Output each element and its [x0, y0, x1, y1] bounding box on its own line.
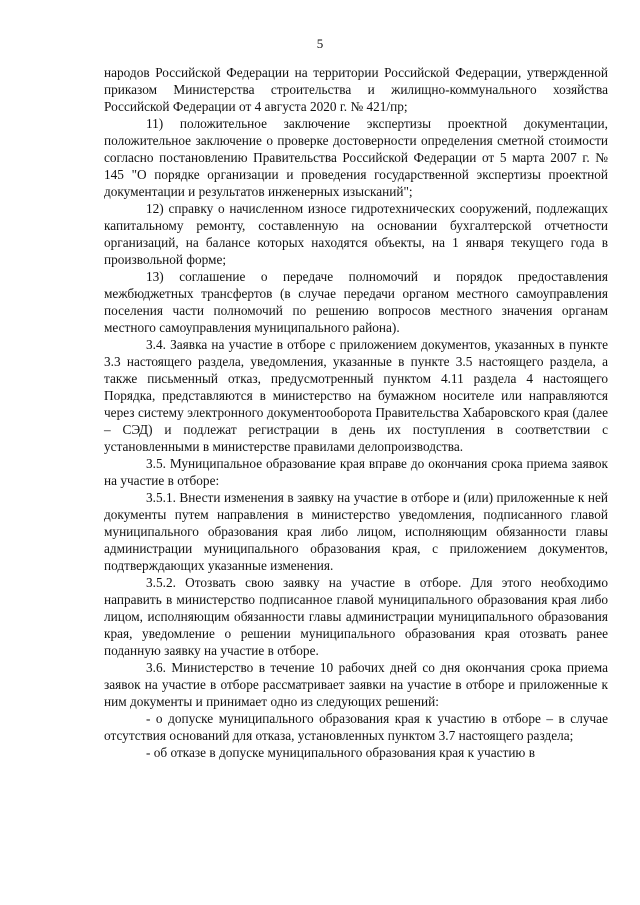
paragraph-3-4: 3.4. Заявка на участие в отборе с приложением документов, указанных в пункте 3.3 настоящего раздела, уведомления, указанные в пункте 3.5 настоящего раздела, а также письменный отказ, предусмотренный пунктом 4.11 раздела 4 настоящего Порядка, представляются в министерство на бумажном носителе или направляются через систему электронного документооборота Правительства Хабаровского края (далее – СЭД) и подлежат регистрации в день их поступления в соответствии с установленными в министерстве правилами делопроизводства.	[104, 337, 608, 454]
paragraph-3-5-2: 3.5.2. Отозвать свою заявку на участие в отборе. Для этого необходимо направить в министерство подписанное главой муниципального образования края либо лицом, исполняющим обязанности главы администрации муниципального образования края, уведомление о решении муниципального образования края отозвать ранее поданную заявку на участие в отборе.	[104, 575, 608, 658]
dash-item-admission: - о допуске муниципального образования края к участию в отборе – в случае отсутствия оснований для отказа, установленных пунктом 3.7 настоящего раздела;	[104, 711, 608, 743]
dash-item-refusal: - об отказе в допуске муниципального образования края к участию в	[146, 745, 535, 760]
paragraph-3-5-1: 3.5.1. Внести изменения в заявку на участие в отборе и (или) приложенные к ней документы путем направления в министерство уведомления, подписанного главой муниципального образования края либо лицом, исполняющим обязанности главы администрации муниципального образования края, с приложением документов, подтверждающих указанные изменения.	[104, 490, 608, 573]
paragraph-item-13: 13) соглашение о передаче полномочий и порядок предоставления межбюджетных трансфертов (в случае передачи органом местного самоуправления поселения части полномочий по решению вопросов местного значения органам местного самоуправления муниципального района).	[104, 269, 608, 335]
document-body	[104, 64, 608, 761]
paragraph-continuation: народов Российской Федерации на территории Российской Федерации, утвержденной приказом Министерства строительства и жилищно-коммунального хозяйства Российской Федерации от 4 августа 2020 г. № 421/пр;	[104, 65, 608, 114]
paragraph-3-6: 3.6. Министерство в течение 10 рабочих дней со дня окончания срока приема заявок на участие в отборе рассматривает заявки на участие в отборе и приложенные к ним документы и принимает одно из следующих решений:	[104, 660, 608, 709]
paragraph-3-5: 3.5. Муниципальное образование края вправе до окончания срока приема заявок на участие в отборе:	[104, 456, 608, 488]
page-number: 5	[316, 36, 324, 51]
paragraph-item-11: 11) положительное заключение экспертизы проектной документации, положительное заключение о проверке достоверности определения сметной стоимости согласно постановлению Правительства Российской Федерации от 5 марта 2007 г. № 145 "О порядке организации и проведения государственной экспертизы проектной документации и результатов инженерных изысканий";	[104, 116, 608, 199]
paragraph-item-12: 12) справку о начисленном износе гидротехнических сооружений, подлежащих капитальному ремонту, составленную на основании бухгалтерской отчетности организаций, на балансе которых находятся объекты, на 1 января текущего года в произвольной форме;	[104, 201, 608, 267]
